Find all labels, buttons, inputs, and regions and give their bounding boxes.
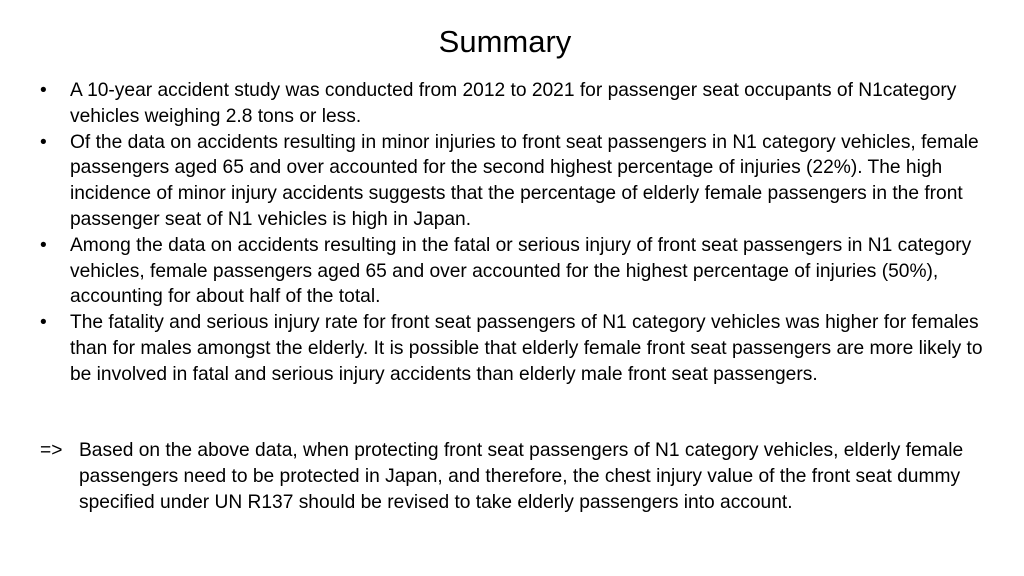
conclusion-arrow-marker: =>: [40, 440, 63, 461]
bullet-item-2: [38, 130, 1004, 233]
bullet-marker: •: [40, 131, 47, 153]
bullet-text: Of the data on accidents resulting in minor injuries to front seat passengers in N1 category vehicles, female passengers aged 65 and over accounted for the second highest percentage of injuries (22%). The high incidence of minor injury accidents suggests that the percentage of elderly female passengers in the front passenger seat of N1 vehicles is high in Japan.: [70, 131, 979, 230]
bullet-marker: •: [40, 80, 47, 101]
bullet-text: A 10-year accident study was conducted from 2012 to 2021 for passenger seat occupants of N1category vehicles weighing 2.8 tons or less.: [70, 80, 957, 127]
conclusion-block: [40, 438, 1000, 515]
bullet-item-1: [38, 78, 1004, 130]
bullet-text: Among the data on accidents resulting in the fatal or serious injury of front seat passengers in N1 category vehicles, female passengers aged 65 and over accounted for the highest percentage of injuries (50%), accounting for about half of the total.: [70, 234, 972, 308]
summary-bullet-list: [38, 78, 1004, 388]
bullet-item-3: [38, 233, 1004, 310]
slide-title: Summary: [438, 24, 572, 59]
bullet-marker: •: [40, 234, 47, 256]
bullet-item-4: [38, 310, 1004, 387]
conclusion-text: Based on the above data, when protecting front seat passengers of N1 category vehicles, elderly female passengers need to be protected in Japan, and therefore, the chest injury value of the front seat dummy specified under UN R137 should be revised to take elderly passengers into account.: [79, 440, 964, 513]
bullet-marker: •: [40, 312, 47, 334]
bullet-text: The fatality and serious injury rate for front seat passengers of N1 category vehicles was higher for females than for males amongst the elderly. It is possible that elderly female front seat passengers are more likely to be involved in fatal and serious injury accidents than elderly male front seat passengers.: [70, 312, 983, 385]
